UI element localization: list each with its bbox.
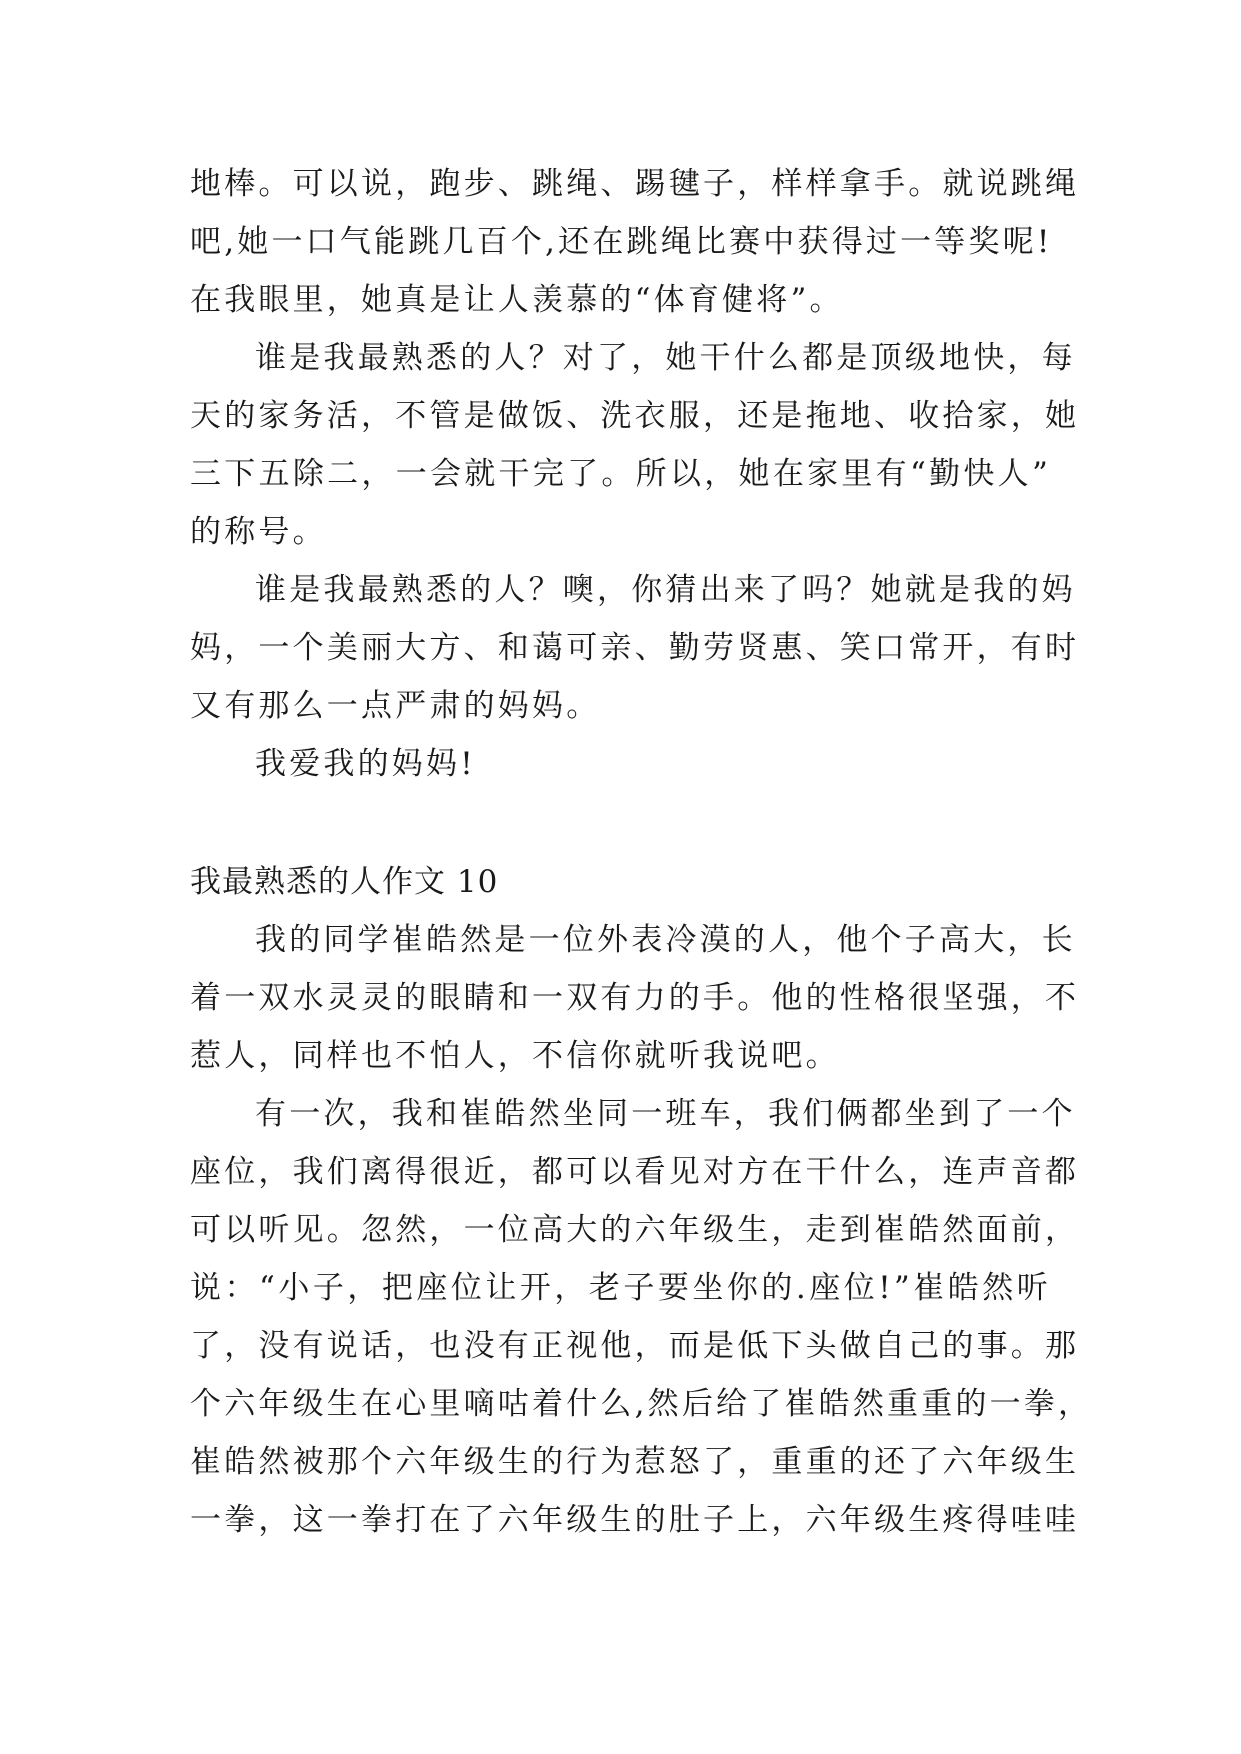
paragraph-line: 天的家务活，不管是做饭、洗衣服，还是拖地、收拾家，她 — [190, 398, 1080, 434]
paragraph-line: 地棒。可以说，跑步、跳绳、踢毽子，样样拿手。就说跳绳 — [190, 166, 1080, 202]
paragraph-line: 一拳，这一拳打在了六年级生的肚子上，六年级生疼得哇哇 — [190, 1502, 1080, 1538]
paragraph-line: 有一次，我和崔皓然坐同一班车，我们俩都坐到了一个 — [255, 1096, 1076, 1132]
paragraph-line: 谁是我最熟悉的人？噢，你猜出来了吗？她就是我的妈 — [255, 572, 1076, 608]
paragraph-line: 谁是我最熟悉的人？对了，她干什么都是顶级地快，每 — [255, 340, 1076, 376]
paragraph-line: 惹人，同样也不怕人，不信你就听我说吧。 — [190, 1038, 840, 1074]
section-title: 我最熟悉的人作文 10 — [190, 864, 499, 900]
paragraph-line: 吧,她一口气能跳几百个,还在跳绳比赛中获得过一等奖呢! — [190, 224, 1053, 260]
paragraph-line: 着一双水灵灵的眼睛和一双有力的手。他的性格很坚强，不 — [190, 980, 1080, 1016]
paragraph-line: 三下五除二，一会就干完了。所以，她在家里有“勤快人” — [190, 456, 1051, 492]
paragraph-line: 我爱我的妈妈! — [255, 746, 476, 782]
paragraph-line: 座位，我们离得很近，都可以看见对方在干什么，连声音都 — [190, 1154, 1080, 1190]
paragraph-line: 了，没有说话，也没有正视他，而是低下头做自己的事。那 — [190, 1328, 1080, 1364]
paragraph-line: 妈，一个美丽大方、和蔼可亲、勤劳贤惠、笑口常开，有时 — [190, 630, 1080, 666]
paragraph-line: 又有那么一点严肃的妈妈。 — [190, 688, 601, 724]
paragraph-line: 崔皓然被那个六年级生的行为惹怒了，重重的还了六年级生 — [190, 1444, 1080, 1480]
paragraph-line: 我的同学崔皓然是一位外表冷漠的人，他个子高大，长 — [255, 922, 1076, 958]
paragraph-line: 在我眼里，她真是让人羡慕的“体育健将”。 — [190, 282, 844, 318]
paragraph-line: 可以听见。忽然，一位高大的六年级生，走到崔皓然面前， — [190, 1212, 1080, 1248]
paragraph-line: 的称号。 — [190, 514, 327, 550]
paragraph-line: 个六年级生在心里嘀咕着什么,然后给了崔皓然重重的一拳， — [190, 1386, 1093, 1422]
paragraph-line: 说：“小子，把座位让开，老子要坐你的.座位!”崔皓然听 — [190, 1270, 1051, 1306]
